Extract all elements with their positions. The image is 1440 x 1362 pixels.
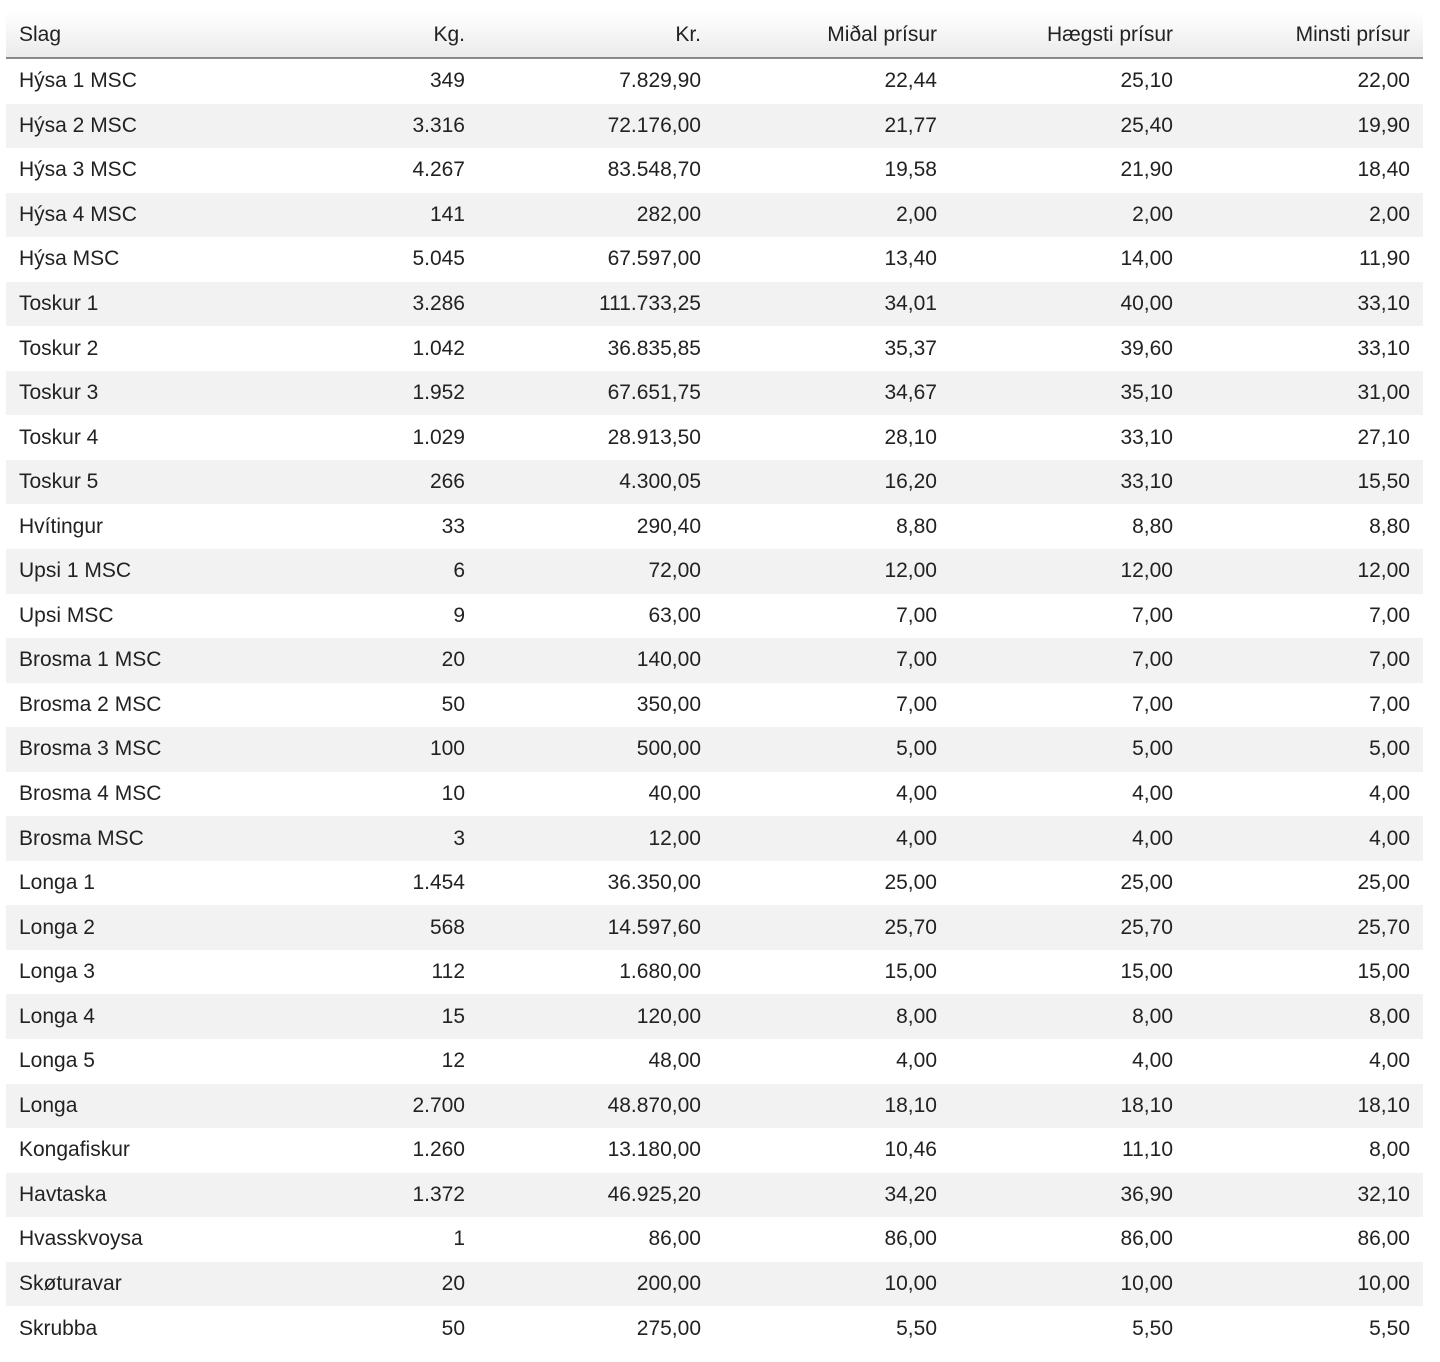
cell-kr: 48.870,00 [478,1084,714,1129]
cell-midal-prisur: 5,50 [714,1306,950,1351]
cell-haegsti-prisur: 36,90 [950,1173,1186,1218]
cell-kg: 4.267 [256,148,478,193]
cell-midal-prisur: 15,00 [714,950,950,995]
cell-midal-prisur: 5,00 [714,727,950,772]
cell-minsti-prisur: 33,10 [1186,282,1423,327]
cell-kg: 2.700 [256,1084,478,1129]
cell-haegsti-prisur: 2,00 [950,193,1186,238]
cell-kg: 1.372 [256,1173,478,1218]
cell-midal-prisur: 4,00 [714,816,950,861]
cell-kr: 28.913,50 [478,415,714,460]
column-header-kr[interactable]: Kr. [478,12,714,58]
cell-midal-prisur: 8,80 [714,504,950,549]
table-row [6,58,1423,104]
cell-kg: 1.260 [256,1128,478,1173]
cell-haegsti-prisur: 40,00 [950,282,1186,327]
cell-kr: 36.350,00 [478,861,714,906]
cell-midal-prisur: 34,20 [714,1173,950,1218]
table-row [6,1084,1423,1129]
cell-kr: 40,00 [478,772,714,817]
cell-kr: 120,00 [478,994,714,1039]
cell-midal-prisur: 8,00 [714,994,950,1039]
cell-midal-prisur: 2,00 [714,193,950,238]
cell-haegsti-prisur: 4,00 [950,772,1186,817]
cell-slag: Toskur 4 [6,415,256,460]
table-row [6,104,1423,149]
cell-haegsti-prisur: 18,10 [950,1084,1186,1129]
cell-slag: Longa 5 [6,1039,256,1084]
cell-midal-prisur: 18,10 [714,1084,950,1129]
cell-kg: 50 [256,1306,478,1351]
cell-kr: 63,00 [478,594,714,639]
cell-midal-prisur: 4,00 [714,1039,950,1084]
cell-minsti-prisur: 11,90 [1186,237,1423,282]
cell-slag: Toskur 5 [6,460,256,505]
cell-minsti-prisur: 25,70 [1186,905,1423,950]
cell-slag: Hvítingur [6,504,256,549]
cell-minsti-prisur: 33,10 [1186,326,1423,371]
cell-minsti-prisur: 19,90 [1186,104,1423,149]
cell-haegsti-prisur: 4,00 [950,816,1186,861]
cell-kr: 13.180,00 [478,1128,714,1173]
cell-haegsti-prisur: 5,00 [950,727,1186,772]
cell-slag: Longa 3 [6,950,256,995]
cell-minsti-prisur: 4,00 [1186,816,1423,861]
cell-haegsti-prisur: 5,50 [950,1306,1186,1351]
cell-haegsti-prisur: 21,90 [950,148,1186,193]
cell-midal-prisur: 16,20 [714,460,950,505]
cell-midal-prisur: 4,00 [714,772,950,817]
cell-midal-prisur: 7,00 [714,683,950,728]
cell-midal-prisur: 12,00 [714,549,950,594]
cell-minsti-prisur: 7,00 [1186,594,1423,639]
cell-haegsti-prisur: 10,00 [950,1262,1186,1307]
cell-haegsti-prisur: 25,00 [950,861,1186,906]
cell-slag: Upsi 1 MSC [6,549,256,594]
cell-kg: 20 [256,638,478,683]
table-body [6,58,1423,1351]
cell-slag: Skrubba [6,1306,256,1351]
table-row [6,994,1423,1039]
cell-midal-prisur: 25,70 [714,905,950,950]
table-row [6,594,1423,639]
cell-kg: 12 [256,1039,478,1084]
cell-haegsti-prisur: 11,10 [950,1128,1186,1173]
table-row [6,950,1423,995]
table-row [6,1306,1423,1351]
table-row [6,282,1423,327]
price-table [6,12,1423,1351]
table-row [6,1173,1423,1218]
table-row [6,193,1423,238]
cell-haegsti-prisur: 25,70 [950,905,1186,950]
cell-kg: 33 [256,504,478,549]
cell-minsti-prisur: 22,00 [1186,58,1423,104]
cell-kr: 72,00 [478,549,714,594]
cell-kg: 1.042 [256,326,478,371]
cell-minsti-prisur: 32,10 [1186,1173,1423,1218]
cell-kg: 6 [256,549,478,594]
cell-midal-prisur: 25,00 [714,861,950,906]
cell-slag: Brosma 4 MSC [6,772,256,817]
cell-slag: Havtaska [6,1173,256,1218]
cell-midal-prisur: 19,58 [714,148,950,193]
cell-kg: 3.286 [256,282,478,327]
cell-kr: 67.651,75 [478,371,714,416]
cell-kr: 500,00 [478,727,714,772]
cell-kg: 3 [256,816,478,861]
table-row [6,504,1423,549]
cell-slag: Brosma 1 MSC [6,638,256,683]
table-row [6,861,1423,906]
cell-kr: 1.680,00 [478,950,714,995]
cell-kr: 86,00 [478,1217,714,1262]
cell-kr: 111.733,25 [478,282,714,327]
cell-kr: 72.176,00 [478,104,714,149]
cell-haegsti-prisur: 33,10 [950,415,1186,460]
cell-kg: 266 [256,460,478,505]
table-row [6,460,1423,505]
column-header-haegsti-prisur[interactable]: Hægsti prísur [950,12,1186,58]
cell-haegsti-prisur: 7,00 [950,683,1186,728]
table-row [6,727,1423,772]
cell-kg: 9 [256,594,478,639]
cell-kg: 5.045 [256,237,478,282]
cell-slag: Hýsa 1 MSC [6,58,256,104]
cell-minsti-prisur: 27,10 [1186,415,1423,460]
cell-minsti-prisur: 12,00 [1186,549,1423,594]
table-header [6,12,1423,58]
cell-kg: 50 [256,683,478,728]
cell-midal-prisur: 7,00 [714,638,950,683]
price-table-container [6,12,1423,1351]
cell-midal-prisur: 10,00 [714,1262,950,1307]
cell-slag: Toskur 1 [6,282,256,327]
cell-slag: Longa 1 [6,861,256,906]
cell-minsti-prisur: 8,00 [1186,994,1423,1039]
cell-minsti-prisur: 4,00 [1186,772,1423,817]
column-header-midal-prisur[interactable]: Miðal prísur [714,12,950,58]
cell-kr: 200,00 [478,1262,714,1307]
cell-kg: 112 [256,950,478,995]
cell-haegsti-prisur: 7,00 [950,638,1186,683]
cell-midal-prisur: 22,44 [714,58,950,104]
cell-kr: 48,00 [478,1039,714,1084]
cell-haegsti-prisur: 4,00 [950,1039,1186,1084]
cell-minsti-prisur: 5,00 [1186,727,1423,772]
cell-slag: Hýsa 4 MSC [6,193,256,238]
cell-kg: 3.316 [256,104,478,149]
cell-haegsti-prisur: 25,10 [950,58,1186,104]
cell-midal-prisur: 34,01 [714,282,950,327]
column-header-kg[interactable]: Kg. [256,12,478,58]
cell-midal-prisur: 10,46 [714,1128,950,1173]
cell-haegsti-prisur: 12,00 [950,549,1186,594]
cell-minsti-prisur: 25,00 [1186,861,1423,906]
cell-slag: Longa [6,1084,256,1129]
cell-slag: Kongafiskur [6,1128,256,1173]
cell-kg: 1.454 [256,861,478,906]
cell-kg: 349 [256,58,478,104]
cell-haegsti-prisur: 35,10 [950,371,1186,416]
cell-haegsti-prisur: 8,00 [950,994,1186,1039]
cell-kg: 100 [256,727,478,772]
cell-haegsti-prisur: 8,80 [950,504,1186,549]
cell-kr: 140,00 [478,638,714,683]
cell-kg: 1.952 [256,371,478,416]
cell-haegsti-prisur: 86,00 [950,1217,1186,1262]
cell-kr: 67.597,00 [478,237,714,282]
cell-kr: 14.597,60 [478,905,714,950]
table-row [6,1039,1423,1084]
cell-midal-prisur: 35,37 [714,326,950,371]
cell-kg: 20 [256,1262,478,1307]
cell-kr: 7.829,90 [478,58,714,104]
cell-slag: Brosma 3 MSC [6,727,256,772]
cell-slag: Brosma 2 MSC [6,683,256,728]
column-header-slag[interactable]: Slag [6,12,256,58]
cell-slag: Hýsa 3 MSC [6,148,256,193]
cell-minsti-prisur: 4,00 [1186,1039,1423,1084]
table-row [6,1262,1423,1307]
table-row [6,549,1423,594]
header-row [6,12,1423,58]
cell-minsti-prisur: 8,80 [1186,504,1423,549]
cell-kg: 141 [256,193,478,238]
cell-slag: Longa 2 [6,905,256,950]
cell-kg: 1 [256,1217,478,1262]
cell-kr: 4.300,05 [478,460,714,505]
cell-minsti-prisur: 15,50 [1186,460,1423,505]
cell-haegsti-prisur: 33,10 [950,460,1186,505]
cell-kr: 275,00 [478,1306,714,1351]
cell-minsti-prisur: 18,40 [1186,148,1423,193]
cell-minsti-prisur: 31,00 [1186,371,1423,416]
cell-haegsti-prisur: 25,40 [950,104,1186,149]
cell-kg: 10 [256,772,478,817]
cell-midal-prisur: 86,00 [714,1217,950,1262]
cell-midal-prisur: 13,40 [714,237,950,282]
cell-slag: Brosma MSC [6,816,256,861]
cell-minsti-prisur: 2,00 [1186,193,1423,238]
cell-minsti-prisur: 86,00 [1186,1217,1423,1262]
cell-kg: 1.029 [256,415,478,460]
table-row [6,905,1423,950]
cell-minsti-prisur: 7,00 [1186,638,1423,683]
cell-kg: 15 [256,994,478,1039]
cell-midal-prisur: 28,10 [714,415,950,460]
table-row [6,816,1423,861]
table-row [6,1128,1423,1173]
cell-midal-prisur: 21,77 [714,104,950,149]
cell-kr: 83.548,70 [478,148,714,193]
column-header-minsti-prisur[interactable]: Minsti prísur [1186,12,1423,58]
cell-haegsti-prisur: 7,00 [950,594,1186,639]
table-row [6,326,1423,371]
cell-haegsti-prisur: 39,60 [950,326,1186,371]
cell-slag: Hýsa 2 MSC [6,104,256,149]
cell-minsti-prisur: 5,50 [1186,1306,1423,1351]
cell-kr: 36.835,85 [478,326,714,371]
cell-midal-prisur: 7,00 [714,594,950,639]
cell-kr: 290,40 [478,504,714,549]
cell-minsti-prisur: 10,00 [1186,1262,1423,1307]
cell-minsti-prisur: 8,00 [1186,1128,1423,1173]
table-row [6,148,1423,193]
cell-kr: 46.925,20 [478,1173,714,1218]
cell-minsti-prisur: 18,10 [1186,1084,1423,1129]
cell-kg: 568 [256,905,478,950]
table-row [6,1217,1423,1262]
cell-minsti-prisur: 15,00 [1186,950,1423,995]
cell-slag: Skøturavar [6,1262,256,1307]
cell-slag: Toskur 3 [6,371,256,416]
cell-kr: 350,00 [478,683,714,728]
table-row [6,683,1423,728]
table-row [6,772,1423,817]
cell-haegsti-prisur: 15,00 [950,950,1186,995]
cell-slag: Hvasskvoysa [6,1217,256,1262]
cell-haegsti-prisur: 14,00 [950,237,1186,282]
cell-slag: Toskur 2 [6,326,256,371]
table-row [6,638,1423,683]
table-row [6,371,1423,416]
cell-kr: 282,00 [478,193,714,238]
cell-minsti-prisur: 7,00 [1186,683,1423,728]
cell-slag: Longa 4 [6,994,256,1039]
cell-slag: Hýsa MSC [6,237,256,282]
cell-kr: 12,00 [478,816,714,861]
table-row [6,415,1423,460]
cell-slag: Upsi MSC [6,594,256,639]
cell-midal-prisur: 34,67 [714,371,950,416]
table-row [6,237,1423,282]
